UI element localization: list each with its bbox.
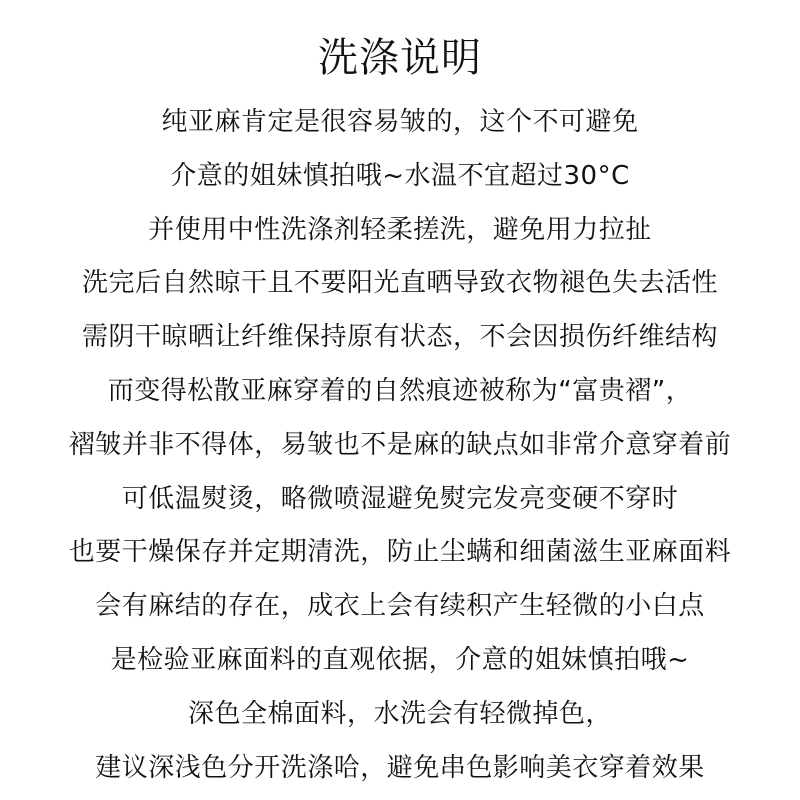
instruction-lines xyxy=(0,96,800,795)
instruction-line-11: 是检验亚麻面料的直观依据，介意的姐妹慎拍哦~ xyxy=(110,644,690,675)
instruction-line-4: 洗完后自然晾干且不要阳光直晒导致衣物褪色失去活性 xyxy=(81,268,718,299)
instruction-line-5: 需阴干晾晒让纤维保持原有状态，不会因损伤纤维结构 xyxy=(81,322,718,353)
instruction-line-10: 会有麻结的存在，成衣上会有续积产生轻微的小白点 xyxy=(95,591,705,622)
instruction-line-6: 而变得松散亚麻穿着的自然痕迹被称为“富贵褶”， xyxy=(107,375,693,406)
instruction-line-12: 深色全棉面料，水洗会有轻微掉色， xyxy=(187,698,612,729)
instruction-line-2: 介意的姐妹慎拍哦~水温不宜超过30°C xyxy=(170,160,630,191)
instruction-line-13: 建议深浅色分开洗涤哈，避免串色影响美衣穿着效果 xyxy=(95,752,705,783)
instruction-line-9: 也要干燥保存并定期清洗，防止尘螨和细菌滋生亚麻面料 xyxy=(68,537,732,568)
instruction-line-7: 褶皱并非不得体，易皱也不是麻的缺点如非常介意穿着前 xyxy=(68,429,732,460)
instruction-line-8: 可低温熨烫，略微喷湿避免熨完发亮变硬不穿时 xyxy=(121,483,679,514)
instruction-line-3: 并使用中性洗涤剂轻柔搓洗，避免用力拉扯 xyxy=(148,214,652,245)
page-title: 洗涤说明 xyxy=(318,35,482,81)
instruction-line-1: 纯亚麻肯定是很容易皱的，这个不可避免 xyxy=(161,107,639,137)
